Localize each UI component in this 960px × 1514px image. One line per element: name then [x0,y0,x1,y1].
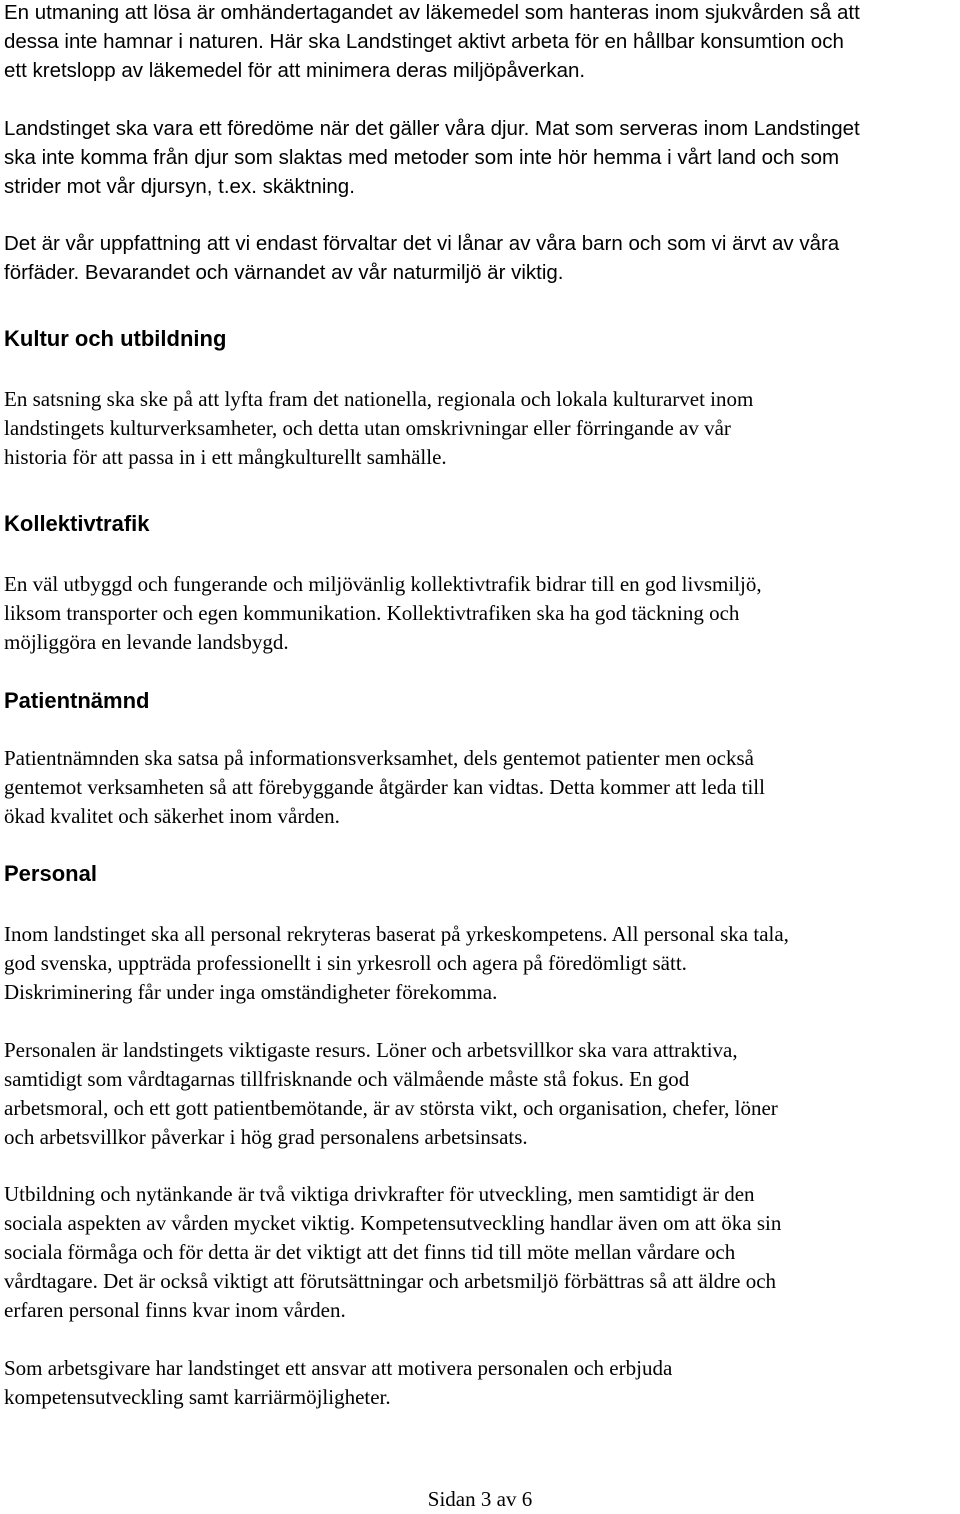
text-line: historia för att passa in i ett mångkulturellt samhälle. [4,445,447,469]
text-line: erfaren personal finns kvar inom vården. [4,1298,346,1322]
text-line: god svenska, uppträda professionellt i sin yrkesroll och agera på föredömligt sätt. [4,951,687,975]
intro-paragraph-1 [4,0,860,85]
section-heading-patientnamnd: Patientnämnd [4,688,150,713]
text-line: strider mot vår djursyn, t.ex. skäktning. [4,175,355,198]
text-line: samtidigt som vårdtagarnas tillfrisknande och välmående måste stå fokus. En god [4,1067,690,1091]
text-line: kompetensutveckling samt karriärmöjligheter. [4,1385,391,1409]
text-line: En utmaning att lösa är omhändertagandet av läkemedel som hanteras inom sjukvården så att [4,1,860,24]
text-line: förfäder. Bevarandet och värnandet av vår naturmiljö är viktig. [4,261,564,284]
text-line: Patientnämnden ska satsa på informationsverksamhet, dels gentemot patienter men också [4,746,754,770]
section-heading-kollektivtrafik: Kollektivtrafik [4,511,150,536]
text-line: liksom transporter och egen kommunikation. Kollektivtrafiken ska ha god täckning och [4,601,740,625]
text-line: arbetsmoral, och ett gott patientbemötande, är av största vikt, och organisation, chefer, löner [4,1096,778,1120]
text-line: landstingets kulturverksamheter, och detta utan omskrivningar eller förringande av vår [4,416,731,440]
text-line: Landstinget ska vara ett föredöme när det gäller våra djur. Mat som serveras inom Landstinget [4,117,860,140]
section-heading-kultur: Kultur och utbildning [4,326,227,351]
section-paragraph-kollektivtrafik-1 [4,570,762,657]
text-line: dessa inte hamnar i naturen. Här ska Landstinget aktivt arbeta för en hållbar konsumtion och [4,30,844,53]
text-line: En väl utbyggd och fungerande och miljövänlig kollektivtrafik bidrar till en god livsmiljö, [4,572,762,596]
text-line: möjliggöra en levande landsbygd. [4,630,289,654]
text-line: ska inte komma från djur som slaktas med metoder som inte hör hemma i vårt land och som [4,146,840,169]
text-line: Det är vår uppfattning att vi endast förvaltar det vi lånar av våra barn och som vi ärvt av våra [4,232,840,255]
section-paragraph-personal-2 [4,1036,778,1152]
text-line: vårdtagare. Det är också viktigt att förutsättningar och arbetsmiljö förbättras så att äldre och [4,1269,777,1293]
section-paragraph-patientnamnd-1 [4,744,765,831]
section-paragraph-personal-4 [4,1354,672,1412]
text-line: Inom landstinget ska all personal rekryteras baserat på yrkeskompetens. All personal ska tala, [4,922,789,946]
text-line: och arbetsvillkor påverkar i hög grad personalens arbetsinsats. [4,1125,528,1149]
text-line: sociala aspekten av vården mycket viktig. Kompetensutveckling handlar även om att öka sin [4,1211,782,1235]
section-paragraph-kultur-1 [4,385,753,472]
text-line: Utbildning och nytänkande är två viktiga drivkrafter för utveckling, men samtidigt är den [4,1182,755,1206]
text-line: ökad kvalitet och säkerhet inom vården. [4,804,340,828]
intro-paragraph-3 [4,229,839,287]
text-line: Personalen är landstingets viktigaste resurs. Löner och arbetsvillkor ska vara attraktiva, [4,1038,738,1062]
section-heading-personal: Personal [4,861,97,886]
section-paragraph-personal-3 [4,1180,781,1325]
text-line: Som arbetsgivare har landstinget ett ansvar att motivera personalen och erbjuda [4,1356,673,1380]
section-paragraph-personal-1 [4,920,789,1007]
page-number: Sidan 3 av 6 [427,1487,533,1511]
text-line: Diskriminering får under inga omständigheter förekomma. [4,980,498,1004]
text-line: sociala förmåga och för detta är det viktigt att det finns tid till möte mellan vårdare och [4,1240,736,1264]
text-line: En satsning ska ske på att lyfta fram det nationella, regionala och lokala kulturarvet inom [4,387,754,411]
text-line: ett kretslopp av läkemedel för att minimera deras miljöpåverkan. [4,59,586,82]
intro-paragraph-2 [4,114,860,201]
text-line: gentemot verksamheten så att förebyggande åtgärder kan vidtas. Detta kommer att leda till [4,775,765,799]
